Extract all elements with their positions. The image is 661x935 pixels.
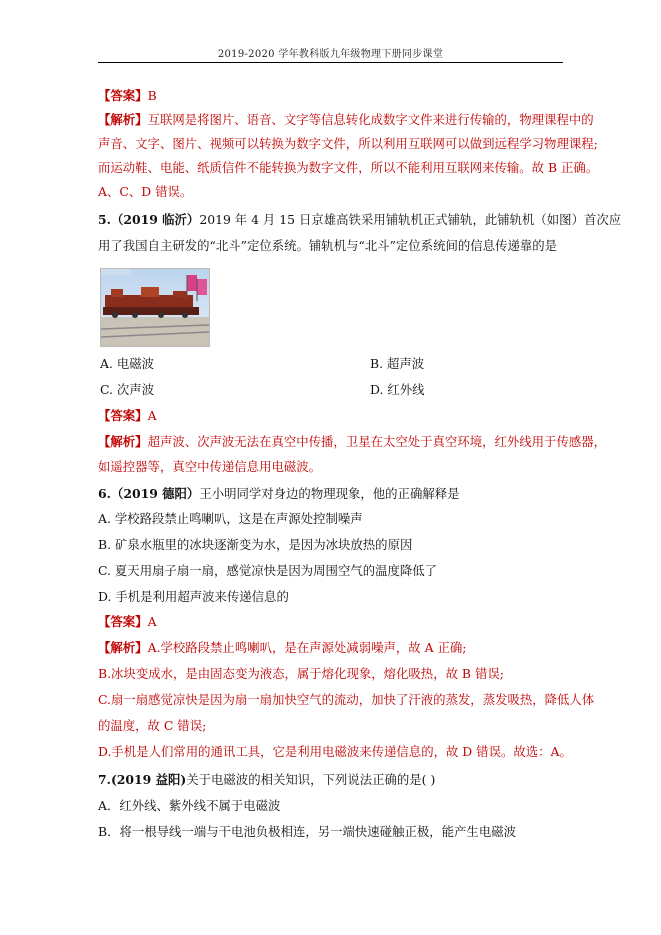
q4-analysis-line-1	[98, 112, 594, 128]
q4-analysis-line-2: 声音、文字、图片、视频可以转换为数字文件，所以利用互联网可以做到远程学习物理课程;	[98, 136, 598, 151]
question-number: 6.	[98, 486, 111, 501]
q5-option-a: A. 电磁波	[100, 356, 154, 371]
question-source: （2019 临沂）	[110, 212, 200, 227]
q6-analysis-line-3: C.扇一扇感觉凉快是因为扇一扇加快空气的流动，加快了汗液的蒸发，蒸发吸热，降低人体	[98, 692, 595, 707]
analysis-text: 超声波、次声波无法在真空中传播，卫星在太空处于真空环境，红外线用于传感器，	[147, 434, 607, 449]
q4-analysis-line-3: 而运动鞋、电能、纸质信件不能转换为数字文件，所以不能利用互联网来传输。故 B 正确。	[98, 160, 599, 175]
q6-analysis-line-4: 的温度，故 C 错误;	[98, 718, 207, 733]
q5-analysis-line-2: 如遥控器等，真空中传递信息用电磁波。	[98, 459, 322, 474]
q7-option-b: B．将一根导线一端与干电池负极相连，另一端快速碰触正极，能产生电磁波	[98, 824, 516, 839]
analysis-text: 互联网是将图片、语音、文字等信息转化成数字文件来进行传输的，物理课程中的	[147, 112, 594, 127]
question-number: 7.	[98, 772, 111, 787]
q7-option-a: A．红外线、紫外线不属于电磁波	[98, 798, 281, 813]
q7-stem	[98, 772, 435, 788]
question-text: 关于电磁波的相关知识，下列说法正确的是( )	[186, 772, 436, 787]
q6-option-a: A. 学校路段禁止鸣喇叭，这是在声源处控制噪声	[98, 511, 363, 526]
q6-answer	[98, 614, 157, 630]
answer-value: A	[147, 614, 157, 629]
q5-stem-line-2: 用了我国自主研发的“北斗”定位系统。铺轨机与“北斗”定位系统间的信息传递靠的是	[98, 238, 558, 253]
q5-option-c: C. 次声波	[100, 382, 155, 397]
question-text: 王小明同学对身边的物理现象，他的正确解释是	[199, 486, 460, 501]
q6-option-c: C. 夏天用扇子扇一扇，感觉凉快是因为周围空气的温度降低了	[98, 563, 438, 578]
q6-analysis-line-1	[98, 640, 466, 656]
q5-option-d: D. 红外线	[370, 382, 425, 397]
question-source: (2019 益阳)	[110, 772, 187, 787]
analysis-text: A.学校路段禁止鸣喇叭，是在声源处减弱噪声，故 A 正确;	[147, 640, 467, 655]
page-header: 2019-2020 学年教科版九年级物理下册同步课堂	[217, 49, 444, 60]
answer-tag: 【答案】	[98, 614, 148, 629]
q6-analysis-line-2: B.冰块变成水，是由固态变为液态，属于熔化现象，熔化吸热，故 B 错误;	[98, 666, 504, 681]
photo-illustration	[101, 269, 209, 346]
analysis-tag: 【解析】	[98, 112, 148, 127]
answer-value: A	[147, 408, 157, 423]
question-number: 5.	[98, 212, 111, 227]
analysis-tag: 【解析】	[98, 434, 148, 449]
analysis-tag: 【解析】	[98, 640, 148, 655]
answer-value: B	[147, 88, 157, 103]
question-text: 2019 年 4 月 15 日京雄高铁采用铺轨机正式铺轨，此铺轨机（如图）首次应	[199, 212, 622, 227]
q5-stem-line-1	[98, 212, 621, 228]
q6-stem	[98, 486, 460, 502]
q5-answer	[98, 408, 157, 424]
q4-analysis-line-4: A、C、D 错误。	[98, 184, 193, 199]
track-laying-machine-photo	[100, 268, 210, 347]
question-source: （2019 德阳）	[110, 486, 200, 501]
header-divider	[98, 62, 563, 63]
q4-answer	[98, 88, 157, 104]
q6-analysis-line-5: D.手机是人们常用的通讯工具，它是利用电磁波来传递信息的，故 D 错误。故选：A。	[98, 744, 572, 759]
answer-tag: 【答案】	[98, 408, 148, 423]
q5-analysis-line-1	[98, 434, 606, 450]
q5-option-b: B. 超声波	[370, 356, 425, 371]
answer-tag: 【答案】	[98, 88, 148, 103]
q6-option-d: D. 手机是利用超声波来传递信息的	[98, 589, 289, 604]
q6-option-b: B. 矿泉水瓶里的冰块逐渐变为水，是因为冰块放热的原因	[98, 537, 413, 552]
